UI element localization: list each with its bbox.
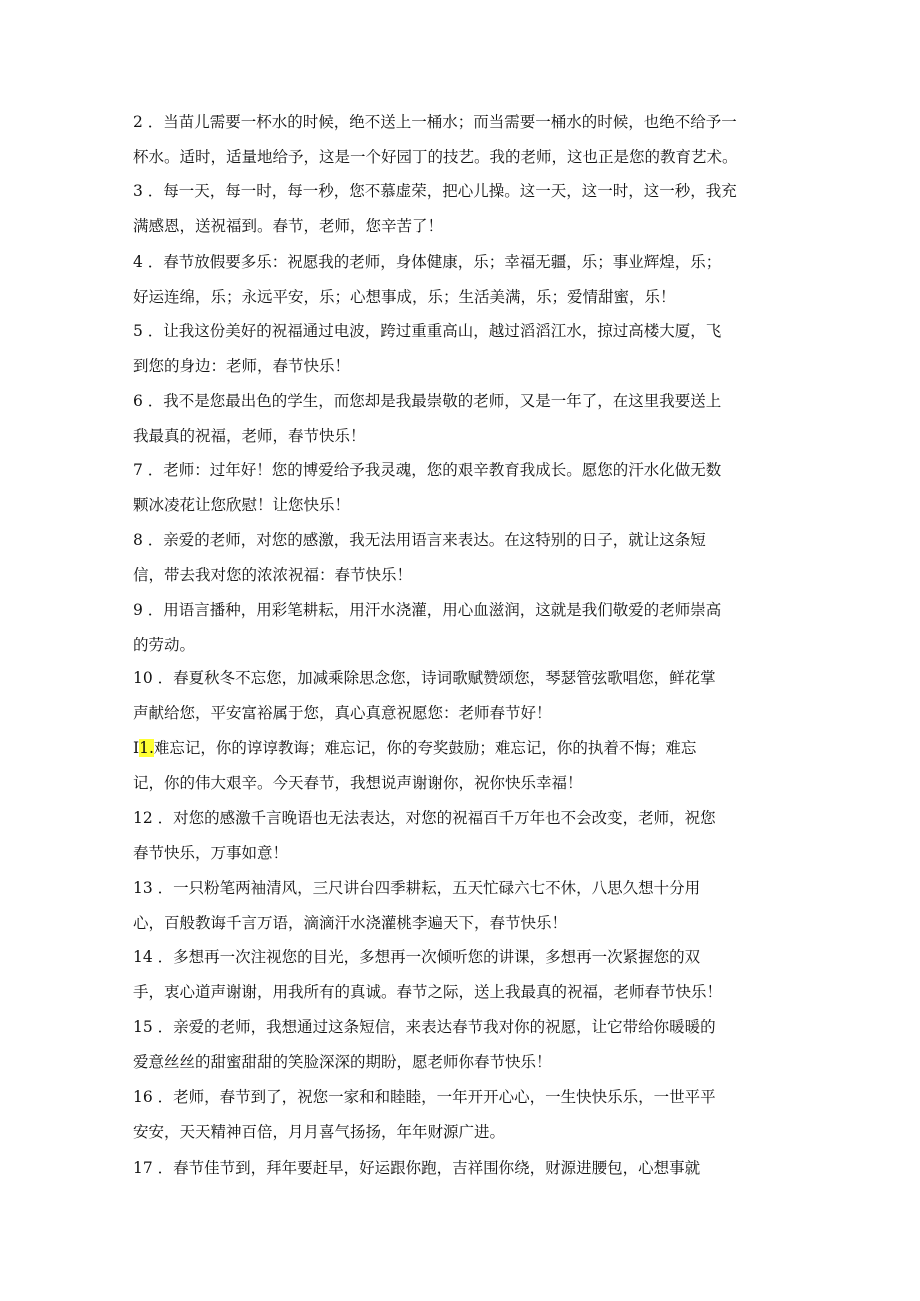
paragraph-line: 声献给您，平安富裕属于您，真心真意祝愿您：老师春节好！ (133, 704, 552, 722)
paragraph-item-10 (133, 661, 793, 731)
paragraph-item-2 (133, 105, 793, 175)
paragraph-line: 手，衷心道声谢谢，用我所有的真诚。春节之际，送上我最真的祝福，老师春节快乐！ (133, 983, 723, 1001)
paragraph-line: 的劳动。 (133, 636, 196, 654)
paragraph-line: 13 ．一只粉笔两袖清风，三尺讲台四季耕耘，五天忙碌六七不休，八思久想十分用 (133, 879, 701, 897)
paragraph-item-9 (133, 593, 793, 663)
paragraph-line: 14 ．多想再一次注视您的目光，多想再一次倾听您的讲课，多想再一次紧握您的双 (133, 948, 701, 966)
paragraph-line: 8 ．亲爱的老师，对您的感激，我无法用语言来表达。在这特别的日子，就让这条短 (133, 531, 706, 549)
paragraph-line: 5 ．让我这份美好的祝福通过电波，跨过重重高山，越过滔滔江水，掠过高楼大厦，飞 (133, 322, 722, 340)
paragraph-item-6 (133, 384, 793, 454)
paragraph-line-text: 难忘记，你的谆谆教诲；难忘记，你的夸奖鼓励；难忘记，你的执着不悔；难忘 (153, 739, 697, 757)
paragraph-line-first (133, 731, 793, 766)
paragraph-line: 爱意丝丝的甜蜜甜甜的笑脸深深的期盼，愿老师你春节快乐！ (133, 1053, 552, 1071)
paragraph-line: 15 ．亲爱的老师，我想通过这条短信，来表达春节我对你的祝愿，让它带给你暖暖的 (133, 1018, 716, 1036)
paragraph-line: 12 ．对您的感激千言晚语也无法表达，对您的祝福百千万年也不会改变，老师，祝您 (133, 809, 716, 827)
paragraph-item-3 (133, 174, 793, 244)
paragraph-item-5 (133, 314, 793, 384)
paragraph-line: 10 ．春夏秋冬不忘您，加减乘除思念您，诗词歌赋赞颂您，琴瑟管弦歌唱您，鲜花掌 (133, 669, 716, 687)
paragraph-item-15 (133, 1010, 793, 1080)
paragraph-line: 2 ．当苗儿需要一杯水的时候，绝不送上一桶水；而当需要一桶水的时候，也绝不给予一 (133, 113, 737, 131)
paragraph-line: 春节快乐，万事如意！ (133, 844, 289, 862)
paragraph-line: 9 ．用语言播种，用彩笔耕耘，用汗水浇灌，用心血滋润，这就是我们敬爱的老师崇高 (133, 601, 722, 619)
paragraph-line: 6 ．我不是您最出色的学生，而您却是我最崇敬的老师，又是一年了，在这里我要送上 (133, 392, 722, 410)
paragraph-line: 记，你的伟大艰辛。今天春节，我想说声谢谢你，祝你快乐幸福！ (133, 774, 583, 792)
paragraph-line: 颗冰凌花让您欣慰！让您快乐！ (133, 496, 351, 514)
paragraph-line: 16 ．老师，春节到了，祝您一家和和睦睦，一年开开心心，一生快快乐乐，一世平平 (133, 1088, 716, 1106)
paragraph-line: 好运连绵，乐；永远平安，乐；心想事成，乐；生活美满，乐；爱情甜蜜，乐！ (133, 288, 676, 306)
paragraph-line: 到您的身边：老师，春节快乐！ (133, 357, 351, 375)
paragraph-item-17 (133, 1151, 793, 1186)
paragraph-line: 满感恩，送祝福到。春节，老师，您辛苦了！ (133, 217, 444, 235)
paragraph-line: 杯水。适时，适量地给予，这是一个好园丁的技艺。我的老师，这也正是您的教育艺术。 (133, 148, 738, 166)
paragraph-item-4 (133, 245, 793, 315)
paragraph-item-12 (133, 801, 793, 871)
paragraph-item-13 (133, 871, 793, 941)
item-number-prefix: I (133, 739, 140, 757)
paragraph-item-8 (133, 523, 793, 593)
paragraph-line: 7 ．老师：过年好！您的博爱给予我灵魂，您的艰辛教育我成长。愿您的汗水化做无数 (133, 461, 722, 479)
paragraph-line: 信，带去我对您的浓浓祝福：春节快乐！ (133, 566, 413, 584)
paragraph-item-11 (133, 731, 793, 801)
paragraph-line: 安安，天天精神百倍，月月喜气扬扬，年年财源广进。 (133, 1123, 506, 1141)
paragraph-line: 心，百般教诲千言万语，滴滴汗水浇灌桃李遍天下，春节快乐！ (133, 914, 568, 932)
paragraph-item-7 (133, 453, 793, 523)
paragraph-line: 4 ．春节放假要多乐：祝愿我的老师，身体健康，乐；幸福无疆，乐；事业辉煌，乐； (133, 253, 722, 271)
paragraph-item-14 (133, 940, 793, 1010)
paragraph-item-16 (133, 1080, 793, 1150)
paragraph-line: 我最真的祝福，老师，春节快乐！ (133, 427, 366, 445)
paragraph-line: 3 ．每一天，每一时，每一秒，您不慕虚荣，把心儿操。这一天，这一时，这一秒，我充 (133, 182, 737, 200)
highlighted-item-number: 1. (139, 739, 154, 757)
paragraph-line: 17 ．春节佳节到，拜年要赶早，好运跟你跑，吉祥围你绕，财源进腰包，心想事就 (133, 1159, 701, 1177)
